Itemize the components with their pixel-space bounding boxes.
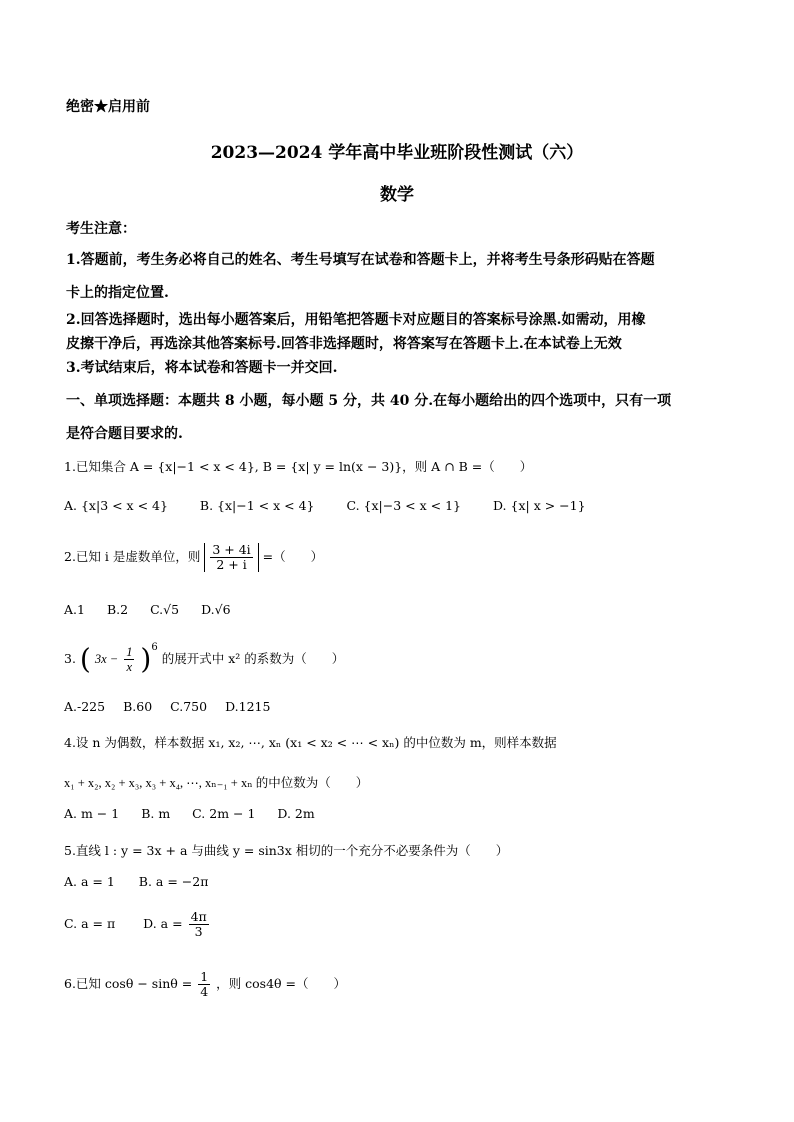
notice-line-2a: 2.回答选择题时，选出每小题答案后，用铅笔把答题卡对应题目的答案标号涂黑.如需动，用橡: [66, 312, 646, 328]
q5-choice-d: [143, 909, 211, 939]
q3-choices: [64, 699, 284, 714]
q4-choice-b: B. m: [141, 806, 171, 821]
notice-line-1a: 1.答题前，考生务必将自己的姓名、考生号填写在试卷和答题卡上，并将考生号条形码贴在答题: [66, 252, 655, 268]
q5-stem: 5.直线 l : y = 3x + a 与曲线 y = sin3x 相切的一个充分不必要条件为（ ）: [64, 843, 509, 858]
q1-choice-b: B. {x|−1 < x < 4}: [199, 498, 315, 513]
q2-abs-expr: [204, 543, 258, 572]
q3-choice-c: C.750: [170, 699, 208, 714]
secret-label: 绝密★启用前: [66, 99, 150, 115]
q3-right-paren: ): [140, 642, 152, 676]
q3-fraction: [124, 645, 134, 674]
q4-stem-line-2: x₁ + x₂, x₂ + x₃, x₃ + x₄, ⋯, xₙ₋₁ + xₙ 的中位数为（ ）: [64, 776, 369, 790]
q3-stem: [64, 641, 345, 676]
q5-choice-d-num: 4π: [190, 909, 207, 924]
q3-choice-a: A.-225: [64, 699, 106, 714]
q4-choice-a: A. m − 1: [64, 806, 120, 821]
q2-choice-b: B.2: [106, 602, 129, 617]
subject-title: 数学: [380, 185, 414, 205]
q6-fraction: [198, 970, 210, 999]
q5-choice-b: B. a = −2π: [138, 874, 209, 889]
q4-choices: [64, 806, 333, 821]
q4-choice-d: D. 2m: [277, 806, 315, 821]
q2-suffix: =（ ）: [262, 549, 324, 564]
notice-heading: 考生注意：: [66, 221, 136, 237]
q1-choices: [64, 498, 614, 513]
q6-den: 4: [200, 984, 209, 999]
q6-num: 1: [200, 969, 209, 984]
q2-prefix: 2.已知 i 是虚数单位，则: [64, 549, 201, 564]
q3-num: 1: [126, 645, 133, 659]
q1-choice-d: D. {x| x > −1}: [492, 498, 586, 513]
q5-choices-row-2: [64, 910, 211, 939]
q1-stem: 1.已知集合 A = {x|−1 < x < 4}, B = {x| y = ln(x − 3)}，则 A ∩ B =（ ）: [64, 459, 533, 474]
q3-suffix: 的展开式中 x² 的系数为（ ）: [161, 651, 345, 666]
q3-den: x: [126, 660, 133, 674]
q2-den: 2 + i: [216, 557, 247, 572]
q3-left-paren: (: [79, 642, 91, 676]
q2-choice-a: A.1: [64, 602, 85, 617]
q2-choices: [64, 602, 249, 617]
notice-line-1b: 卡上的指定位置.: [66, 285, 169, 301]
q6-prefix: 6.已知 cosθ − sinθ =: [64, 976, 193, 991]
q4-choice-c: C. 2m − 1: [192, 806, 256, 821]
q3-expr-a: 3x −: [94, 652, 119, 666]
q6-stem: [64, 970, 346, 999]
q3-choice-d: D.1215: [225, 699, 271, 714]
q2-choice-c: C.√5: [150, 602, 180, 617]
q6-suffix: ，则 cos4θ =（ ）: [216, 976, 346, 991]
section1-line-1: 一、单项选择题：本题共 8 小题，每小题 5 分，共 40 分.在每小题给出的四个选项中，只有一项: [66, 393, 672, 409]
q5-choice-a: A. a = 1: [64, 874, 115, 889]
q3-choice-b: B.60: [123, 699, 153, 714]
q1-choice-a: A. {x|3 < x < 4}: [64, 498, 168, 513]
q1-choice-c: C. {x|−3 < x < 1}: [346, 498, 461, 513]
exam-title: 2023—2024 学年高中毕业班阶段性测试（六）: [210, 143, 584, 163]
q2-choice-d: D.√6: [201, 602, 231, 617]
notice-line-3: 3.考试结束后，将本试卷和答题卡一并交回.: [66, 360, 338, 376]
q4-stem-line-1: 4.设 n 为偶数，样本数据 x₁, x₂, ⋯, xₙ (x₁ < x₂ < ⋯ < xₙ) 的中位数为 m，则样本数据: [64, 735, 557, 750]
q2-num: 3 + 4i: [212, 542, 251, 557]
q2-stem: [64, 543, 323, 572]
q5-choice-c: C. a = π: [64, 916, 116, 931]
section1-line-2: 是符合题目要求的.: [66, 426, 183, 442]
q5-choices-row-1: [64, 874, 236, 889]
q3-exponent: 6: [151, 641, 158, 653]
notice-line-2b: 皮擦干净后，再选涂其他答案标号.回答非选择题时，将答案写在答题卡上.在本试卷上无效: [66, 336, 622, 352]
q3-prefix: 3.: [64, 651, 76, 666]
q2-fraction: [210, 543, 252, 572]
q5-choice-d-fraction: [189, 910, 209, 939]
q5-choice-d-prefix: D. a =: [143, 916, 183, 931]
q5-choice-d-den: 3: [194, 924, 203, 939]
